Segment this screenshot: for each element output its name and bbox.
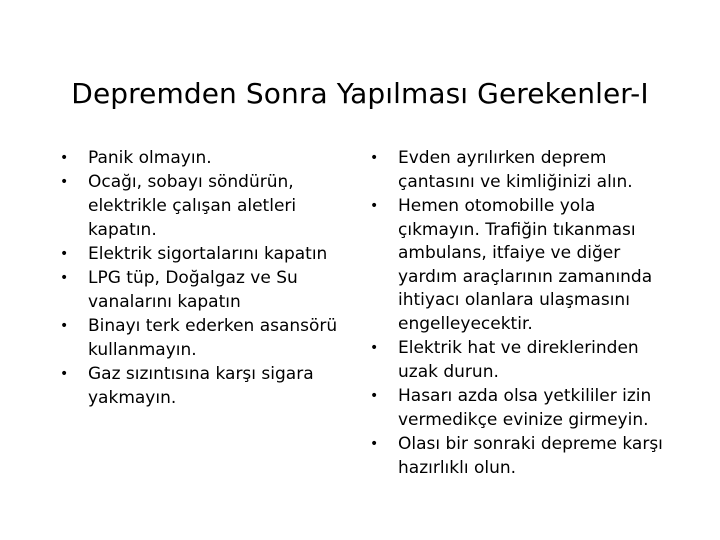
- list-item: [370, 337, 670, 384]
- bullet-icon: •: [370, 150, 379, 166]
- bullet-icon: •: [60, 318, 69, 335]
- bullet-icon: •: [60, 245, 69, 262]
- right-bullet-list: [370, 147, 670, 481]
- list-item: [60, 147, 360, 171]
- list-item-text: Elektrik hat ve direklerinden uzak durun.: [398, 338, 639, 382]
- list-item-text: Hasarı azda olsa yetkililer izin vermedikçe evinize girmeyin.: [398, 386, 652, 430]
- bullet-icon: •: [370, 436, 379, 453]
- list-item: [60, 315, 360, 362]
- bullet-icon: •: [370, 388, 379, 405]
- bullet-icon: •: [370, 340, 379, 357]
- left-bullet-list: [60, 147, 360, 411]
- list-item-text: Ocağı, sobayı söndürün, elektrikle çalışan aletleri kapatın.: [88, 172, 297, 240]
- list-item: [370, 147, 670, 194]
- bullet-icon: •: [370, 197, 379, 214]
- list-item: [60, 171, 360, 242]
- bullet-icon: •: [60, 150, 69, 166]
- list-item: [60, 363, 360, 410]
- slide-title: Depremden Sonra Yapılması Gerekenler-I: [71, 77, 649, 110]
- bullet-icon: •: [60, 270, 69, 287]
- list-item-text: Gaz sızıntısına karşı sigara yakmayın.: [88, 364, 314, 408]
- list-item-text: Evden ayrılırken deprem çantasını ve kimliğinizi alın.: [398, 148, 633, 192]
- list-item-text: LPG tüp, Doğalgaz ve Su vanalarını kapatın: [88, 268, 298, 312]
- list-item-text: Binayı terk ederken asansörü kullanmayın.: [88, 316, 338, 360]
- list-item-text: Panik olmayın.: [88, 148, 212, 168]
- list-item-text: Olası bir sonraki depreme karşı hazırlıklı olun.: [398, 434, 663, 478]
- bullet-icon: •: [60, 174, 69, 191]
- list-item: [370, 433, 670, 480]
- bullet-icon: •: [60, 366, 69, 383]
- list-item: [60, 243, 360, 267]
- list-item: [60, 267, 360, 314]
- list-item-text: Elektrik sigortalarını kapatın: [88, 243, 328, 264]
- list-item: [370, 385, 670, 432]
- list-item: [370, 195, 670, 337]
- list-item-text: Hemen otomobille yola çıkmayın. Trafiğin tıkanması ambulans, itfaiye ve diğer yardım araçlarının zamanında ihtiyacı olanlara ulaşmasını engelleyecektir.: [398, 195, 653, 334]
